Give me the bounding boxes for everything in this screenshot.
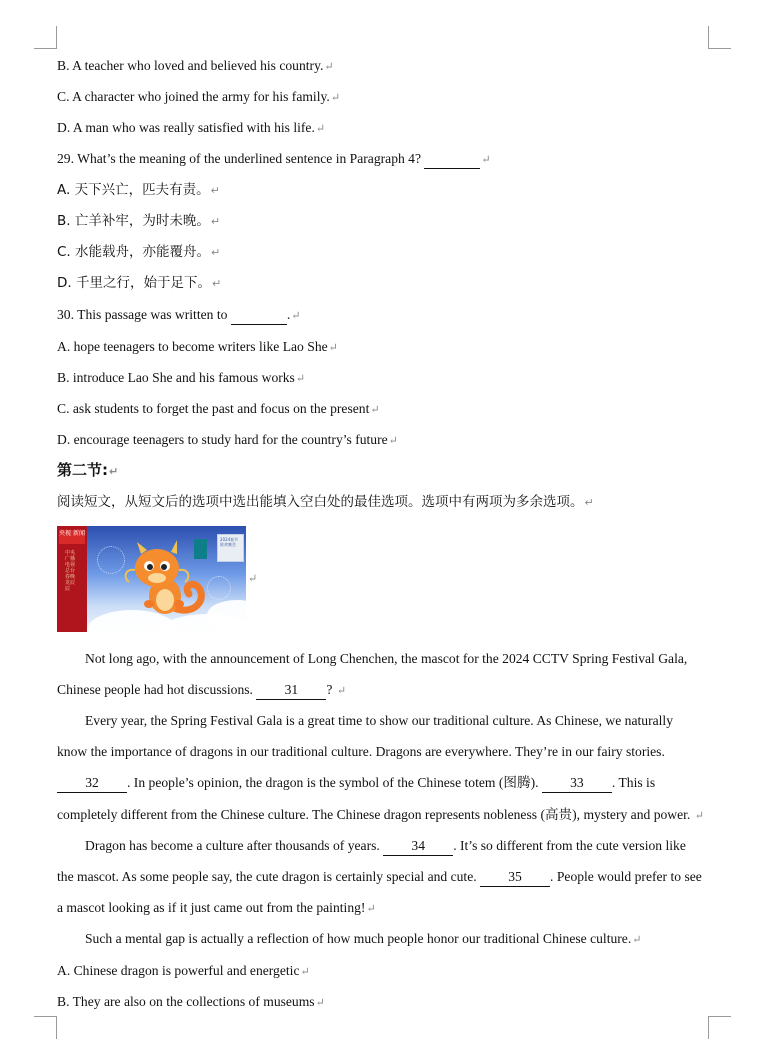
- option-29b: B. 亡羊补牢，为时未晚。↵: [57, 213, 221, 229]
- passage-p3-line2: the mascot. As some people say, the cute dragon is certainly special and cute. 35 . People would prefer to see: [57, 868, 702, 887]
- passage-p1-line2: Chinese people had hot discussions. 31 ? ↵: [57, 681, 346, 700]
- option-28b: B. A teacher who loved and believed his country.↵: [57, 58, 334, 73]
- option-30d: D. encourage teenagers to study hard for the country’s future↵: [57, 432, 398, 447]
- option-28d: D. A man who was really satisfied with his life.↵: [57, 120, 326, 135]
- option-30a: A. hope teenagers to become writers like Lao She↵: [57, 339, 338, 354]
- mascot-poster-image: [57, 526, 246, 632]
- crop-mark-bottom-right: [708, 1016, 731, 1039]
- passage-p4: Such a mental gap is actually a reflection of how much people honor our traditional Chinese culture.↵: [85, 931, 642, 946]
- blank-32: 32: [57, 774, 127, 793]
- image-paragraph-mark: ↵: [248, 573, 258, 585]
- answer-option-a: A. Chinese dragon is powerful and energetic↵: [57, 963, 310, 978]
- passage-p3-line3: a mascot looking as if it just came out from the painting!↵: [57, 900, 376, 915]
- question-29: 29. What’s the meaning of the underlined sentence in Paragraph 4? ↵: [57, 150, 491, 169]
- option-29c: C. 水能载舟，亦能覆舟。↵: [57, 244, 221, 260]
- blank-31: 31: [256, 681, 326, 700]
- question-30: 30. This passage was written to .↵: [57, 306, 300, 325]
- passage-p2-line3: 32 . In people’s opinion, the dragon is the symbol of the Chinese totem (图腾). 33 . This is: [57, 774, 655, 793]
- blank-33: 33: [542, 774, 612, 793]
- option-28c: C. A character who joined the army for his family.↵: [57, 89, 341, 104]
- option-30c: C. ask students to forget the past and focus on the present↵: [57, 401, 380, 416]
- section-heading: 第二节:↵: [57, 461, 119, 479]
- crop-mark-top-left: [34, 26, 57, 49]
- section-instruction: 阅读短文，从短文后的选项中选出能填入空白处的最佳选项。选项中有两项为多余选项。↵: [57, 494, 594, 510]
- option-30b: B. introduce Lao She and his famous works↵: [57, 370, 306, 385]
- crop-mark-bottom-left: [34, 1016, 57, 1039]
- passage-p3-line1: Dragon has become a culture after thousands of years. 34 . It’s so different from the cute version like: [85, 837, 686, 856]
- cctv-news-logo: 央视 新闻: [59, 530, 85, 544]
- option-29a: A. 天下兴亡，匹夫有责。↵: [57, 182, 220, 198]
- passage-p1-line1: Not long ago, with the announcement of Long Chenchen, the mascot for the 2024 CCTV Spring Festival Gala,: [85, 651, 688, 666]
- blank-34: 34: [383, 837, 453, 856]
- answer-option-b: B. They are also on the collections of museums↵: [57, 994, 325, 1009]
- option-29d: D. 千里之行，始于足下。↵: [57, 275, 222, 291]
- crop-mark-top-right: [708, 26, 731, 49]
- gala-card: 2024春节联欢晚会: [217, 534, 244, 562]
- passage-p2-line4: completely different from the Chinese culture. The Chinese dragon represents nobleness (高贵), mystery and power. ↵: [57, 807, 704, 822]
- poster-red-band: [57, 526, 87, 632]
- answer-blank-29: [424, 150, 480, 169]
- answer-blank-30: [231, 306, 287, 325]
- blank-35: 35: [480, 868, 550, 887]
- poster-vertical-text: 中央广播电视总台春晚 龙辰辰: [65, 550, 76, 592]
- dragon-mascot-illustration: [119, 538, 214, 628]
- passage-p2-line2: know the importance of dragons in our traditional culture. Dragons are everywhere. They’re in our fairy stories.: [57, 744, 665, 759]
- passage-p2-line1: Every year, the Spring Festival Gala is a great time to show our traditional culture. As Chinese, we naturally: [85, 713, 673, 728]
